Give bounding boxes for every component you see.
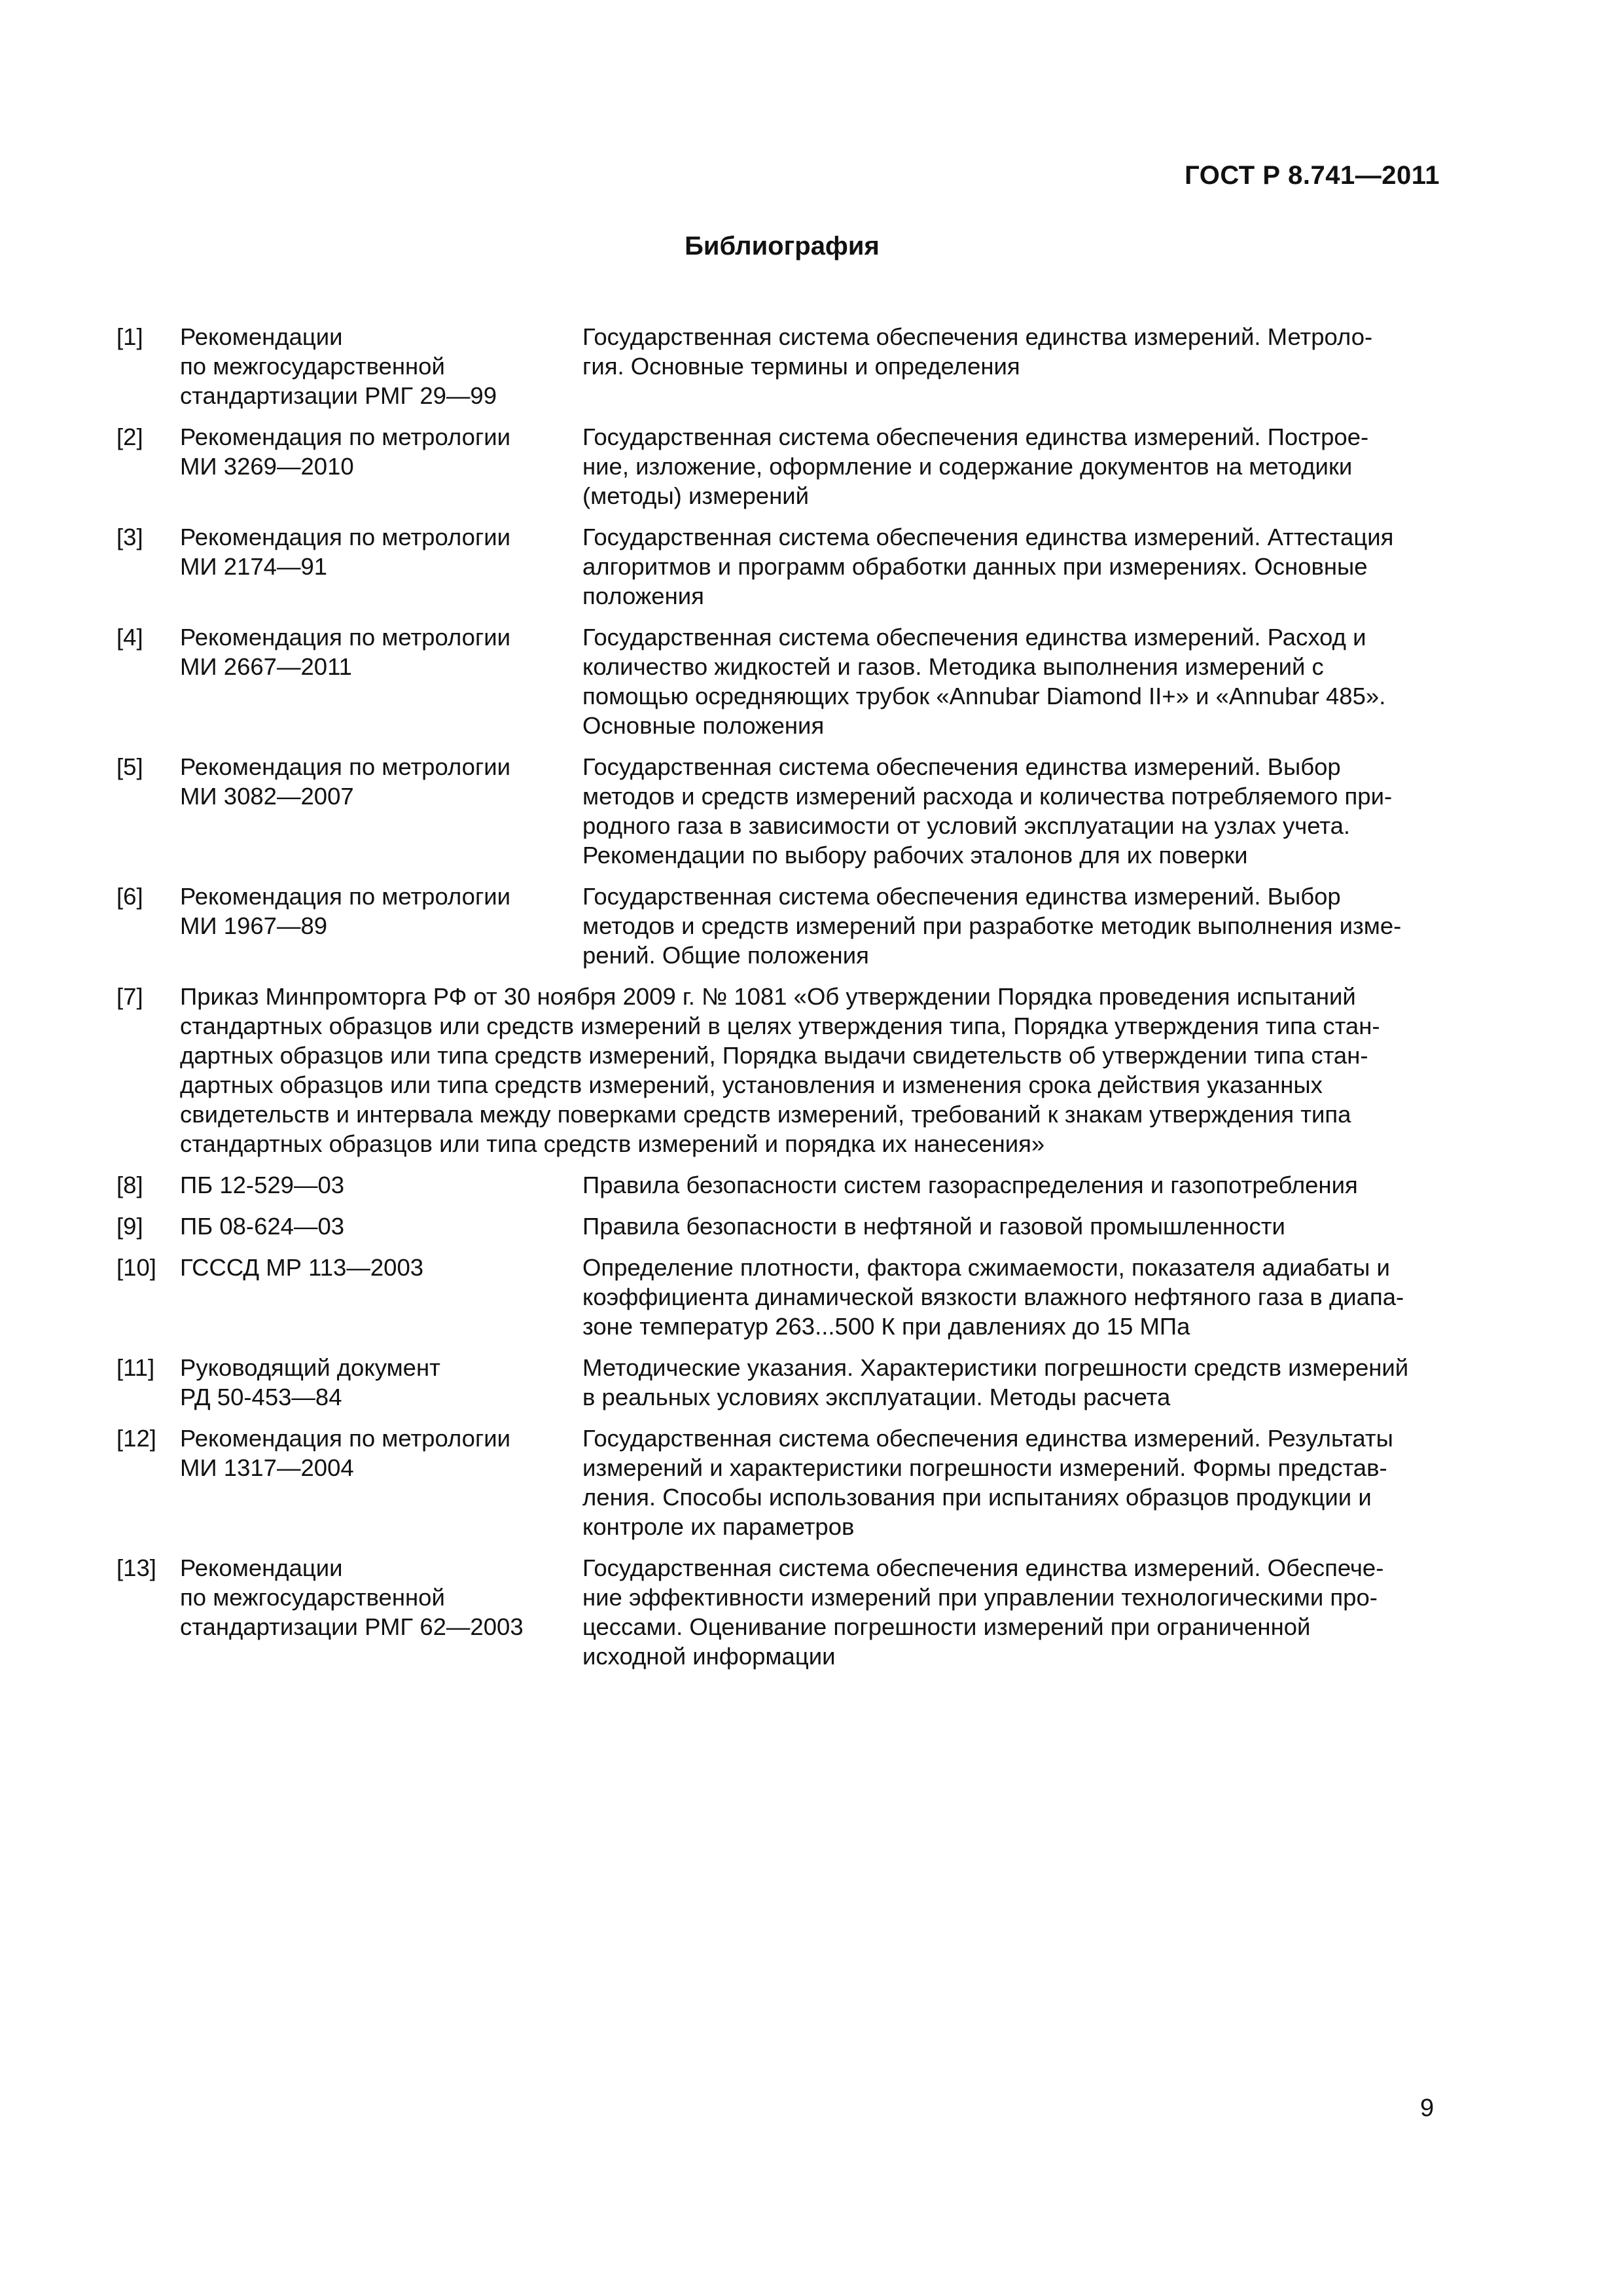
full-line: дартных образцов или типа средств измерений, Порядка выдачи свидетельств об утверждении типа стан- [180,1042,1368,1069]
full-line: стандартных образцов или типа средств измерений и порядка их нанесения» [180,1130,1045,1157]
src-line: Рекомендация по метрологии [180,1425,511,1452]
desc-line: Рекомендации по выбору рабочих эталонов для их поверки [582,842,1248,869]
desc-line: Государственная система обеспечения единства измерений. Построе- [582,423,1369,450]
page-number: 9 [1420,2094,1435,2122]
entry-number: [5] [116,753,143,780]
desc-line: гия. Основные термины и определения [582,353,1020,380]
entry-number: [1] [116,323,143,350]
entry-number: [13] [116,1554,156,1581]
full-line: Приказ Минпромторга РФ от 30 ноября 2009 г. № 1081 «Об утверждении Порядка проведения испытаний [180,983,1356,1010]
entry-source [180,522,582,611]
desc-line: в реальных условиях эксплуатации. Методы расчета [582,1384,1171,1410]
src-line: МИ 1967—89 [180,912,328,939]
desc-line: Государственная система обеспечения единства измерений. Расход и [582,624,1366,651]
src-line: МИ 3082—2007 [180,783,354,810]
src-line: Рекомендация по метрологии [180,883,511,910]
bib-entry [116,1253,1440,1341]
desc-line: методов и средств измерений расхода и количества потребляемого при- [582,783,1393,810]
desc-line: Правила безопасности систем газораспределения и газопотребления [582,1172,1358,1198]
desc-line: Государственная система обеспечения единства измерений. Аттестация [582,524,1394,550]
desc-line: ления. Способы использования при испытаниях образцов продукции и [582,1484,1372,1511]
bib-entry [116,622,1440,740]
bib-entry [116,1353,1440,1412]
desc-line: положения [582,583,704,609]
src-line: Рекомендация по метрологии [180,524,511,550]
src-line: Рекомендация по метрологии [180,423,511,450]
desc-line: Методические указания. Характеристики погрешности средств измерений [582,1354,1409,1381]
src-line: Рекомендация по метрологии [180,753,511,780]
entry-number: [12] [116,1425,156,1452]
document-code: ГОСТ Р 8.741—2011 [1185,161,1440,190]
src-line: стандартизации РМГ 62—2003 [180,1613,524,1640]
bib-entry [116,422,1440,511]
src-line: ПБ 08-624—03 [180,1213,345,1240]
entry-source [180,622,582,740]
bib-entry [116,982,1440,1158]
entry-source [180,882,582,970]
entry-description [582,522,1440,611]
entry-source [180,1253,582,1341]
bib-entry [116,322,1440,410]
entry-source [180,1424,582,1541]
entry-source [180,1353,582,1412]
entry-description [582,1211,1440,1241]
desc-line: Определение плотности, фактора сжимаемости, показателя адиабаты и [582,1254,1390,1281]
desc-line: (методы) измерений [582,482,810,509]
full-line: свидетельств и интервала между поверками средств измерений, требований к знакам утверждения типа [180,1101,1351,1128]
desc-line: контроле их параметров [582,1513,855,1540]
full-line: стандартных образцов или средств измерений в целях утверждения типа, Порядка утверждения типа стан- [180,1013,1380,1039]
entry-description [582,322,1440,410]
entry-source [180,1211,582,1241]
desc-line: алгоритмов и программ обработки данных при измерениях. Основные [582,553,1368,580]
desc-line: Государственная система обеспечения единства измерений. Обеспече- [582,1554,1384,1581]
desc-line: родного газа в зависимости от условий эксплуатации на узлах учета. [582,812,1351,839]
entry-description [582,422,1440,511]
desc-line: Государственная система обеспечения единства измерений. Результаты [582,1425,1393,1452]
bibliography-list [116,322,1440,1683]
src-line: ПБ 12-529—03 [180,1172,345,1198]
src-line: МИ 3269—2010 [180,453,354,480]
src-line: Рекомендации [180,323,343,350]
entry-number: [7] [116,983,143,1010]
entry-description [582,622,1440,740]
entry-number: [2] [116,423,143,450]
desc-line: ние эффективности измерений при управлении технологическими про- [582,1584,1378,1611]
src-line: ГСССД МР 113—2003 [180,1254,424,1281]
desc-line: Государственная система обеспечения единства измерений. Выбор [582,883,1341,910]
desc-line: измерений и характеристики погрешности измерений. Формы представ- [582,1454,1387,1481]
entry-full-text [180,982,1440,1158]
bib-entry [116,1211,1440,1241]
src-line: стандартизации РМГ 29—99 [180,382,497,409]
entry-number: [6] [116,883,143,910]
entry-number: [10] [116,1254,156,1281]
entry-description [582,1353,1440,1412]
desc-line: исходной информации [582,1643,836,1670]
entry-source [180,322,582,410]
desc-line: Государственная система обеспечения единства измерений. Выбор [582,753,1341,780]
src-line: МИ 1317—2004 [180,1454,354,1481]
bib-entry [116,882,1440,970]
bib-entry [116,522,1440,611]
entry-description [582,1424,1440,1541]
entry-number: [3] [116,524,143,550]
src-line: Рекомендация по метрологии [180,624,511,651]
desc-line: рений. Общие положения [582,942,869,969]
desc-line: ние, изложение, оформление и содержание документов на методики [582,453,1353,480]
desc-line: зоне температур 263...500 К при давлениях до 15 МПа [582,1313,1190,1340]
src-line: Рекомендации [180,1554,343,1581]
entry-description [582,882,1440,970]
entry-source [180,1170,582,1200]
entry-source [180,422,582,511]
entry-description [582,1553,1440,1671]
entry-description [582,1253,1440,1341]
src-line: по межгосударственной [180,353,445,380]
entry-source [180,752,582,870]
src-line: РД 50-453—84 [180,1384,342,1410]
desc-line: помощью осредняющих трубок «Annubar Diamond II+» и «Annubar 485». [582,683,1386,709]
entry-description [582,752,1440,870]
page-title: Библиография [685,232,880,260]
src-line: Руководящий документ [180,1354,440,1381]
bib-entry [116,1553,1440,1671]
desc-line: Правила безопасности в нефтяной и газовой промышленности [582,1213,1285,1240]
entry-source [180,1553,582,1671]
entry-number: [11] [116,1354,155,1381]
bib-entry [116,1170,1440,1200]
entry-number: [4] [116,624,143,651]
src-line: МИ 2174—91 [180,553,328,580]
desc-line: методов и средств измерений при разработке методик выполнения изме- [582,912,1402,939]
desc-line: Государственная система обеспечения единства измерений. Метроло- [582,323,1373,350]
desc-line: количество жидкостей и газов. Методика выполнения измерений с [582,653,1324,680]
src-line: МИ 2667—2011 [180,653,352,680]
bib-entry [116,1424,1440,1541]
entry-number: [8] [116,1172,143,1198]
entry-number: [9] [116,1213,143,1240]
desc-line: коэффициента динамической вязкости влажного нефтяного газа в диапа- [582,1283,1404,1310]
desc-line: цессами. Оценивание погрешности измерений при ограниченной [582,1613,1311,1640]
desc-line: Основные положения [582,712,825,739]
full-line: дартных образцов или типа средств измерений, установления и изменения срока действия указанных [180,1071,1323,1098]
bib-entry [116,752,1440,870]
entry-description [582,1170,1440,1200]
src-line: по межгосударственной [180,1584,445,1611]
